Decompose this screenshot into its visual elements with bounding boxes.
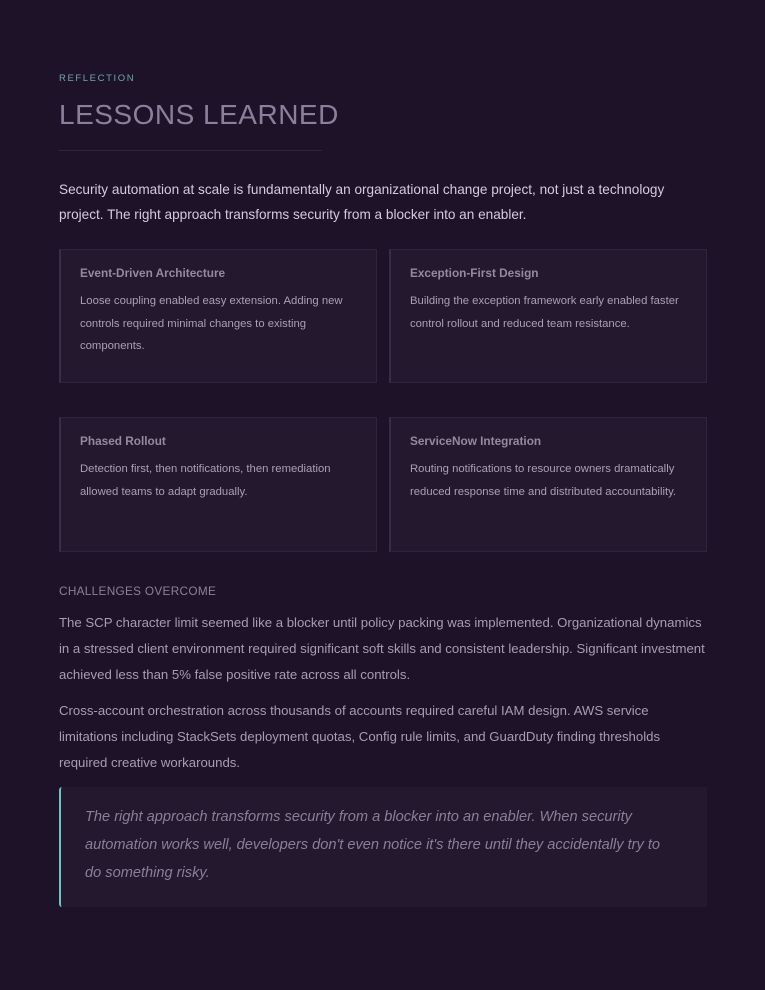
card-title: Exception-First Design: [410, 266, 539, 280]
card-exception-first-design: [389, 249, 707, 383]
card-phased-rollout: [59, 417, 377, 552]
card-body: Building the exception framework early enabled faster control rollout and reduced team resistance.: [410, 295, 679, 330]
section-eyebrow: REFLECTION: [59, 73, 136, 84]
card-title: Phased Rollout: [80, 434, 166, 448]
card-title: Event-Driven Architecture: [80, 266, 226, 280]
challenges-paragraph-1: The SCP character limit seemed like a blocker until policy packing was implemented. Organizational dynamics in a stressed client environment required significant soft skills and consistent leadership. Significant investment achieved less than 5% false positive rate across all controls.: [59, 615, 705, 682]
card-event-driven-architecture: [59, 249, 377, 383]
challenges-heading: CHALLENGES OVERCOME: [59, 584, 217, 598]
card-servicenow-integration: [389, 417, 707, 552]
challenges-paragraph-2: Cross-account orchestration across thousands of accounts required careful IAM design. AWS service limitations including StackSets deployment quotas, Config rule limits, and GuardDuty finding thresholds required creative workarounds.: [59, 703, 661, 770]
title-divider: [59, 150, 322, 151]
quote-text: The right approach transforms security from a blocker into an enabler. When security automation works well, developers don't even notice it's there until they accidentally try to do something risky.: [85, 809, 661, 881]
card-title: ServiceNow Integration: [410, 434, 542, 448]
card-body: Routing notifications to resource owners dramatically reduced response time and distributed accountability.: [410, 463, 677, 498]
pull-quote: [59, 787, 707, 907]
card-body: Loose coupling enabled easy extension. Adding new controls required minimal changes to existing components.: [80, 295, 343, 352]
page-title: LESSONS LEARNED: [59, 99, 339, 130]
intro-paragraph: Security automation at scale is fundamentally an organizational change project, not just a technology project. The right approach transforms security from a blocker into an enabler.: [59, 182, 665, 222]
card-body: Detection first, then notifications, then remediation allowed teams to adapt gradually.: [80, 463, 331, 498]
